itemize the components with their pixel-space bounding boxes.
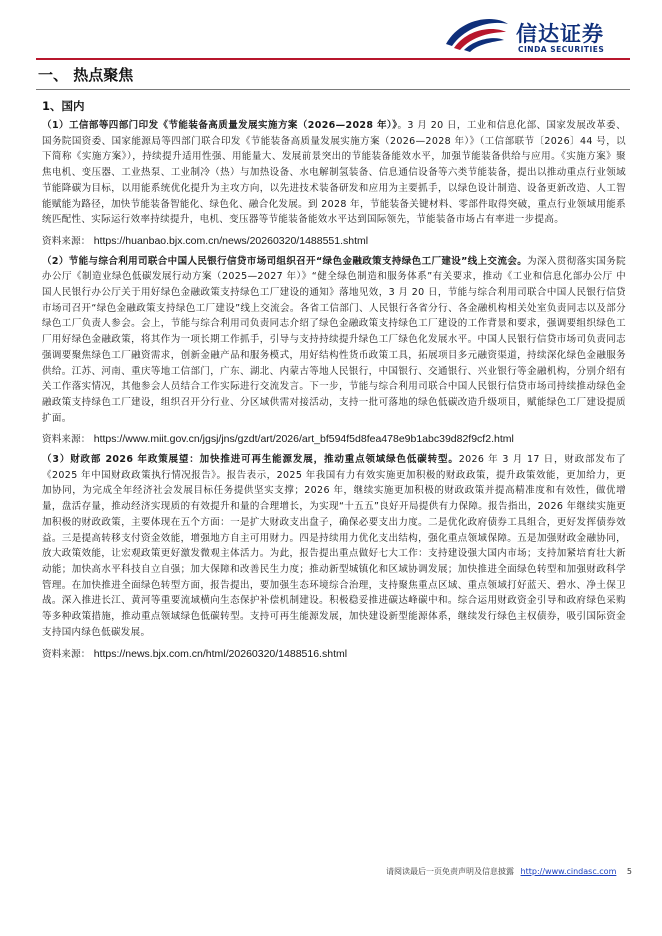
- news-source: [42, 647, 626, 663]
- section-title: 一、 热点聚焦: [38, 66, 134, 84]
- logo-en-text: CINDA SECURITIES: [518, 45, 605, 54]
- news-body: 。3 月 20 日，工业和信息化部、国家发展改革委、国务院国资委、国家能源局等四部门联合印发《节能装备高质量发展实施方案（2026—2028 年）》（工信部联节〔2026〕44 号，以下简称《实施方案》），持续提升适用性强、用能量大、发展前景突出的节能装备能效水平，加强节能装备供给与应用。《实施方案》聚焦电机、变压器、工业热泵、工业制冷（热）与加热设备、水电解制氢装备、信息通信设备等六类节能装备，提出以推动重点行业领域节能降碳为目标，以用能系统优化提升为主攻方向，以先进技术装备研发和应用为主要抓手，以绿色设计制造、设备更新改造、人工智能赋能为路径，加快节能装备智能化、绿色化、融合化发展。到 2028 年，节能装备关键材料、零部件取得突破，重点行业领域用能系统匹配性、实际运行效率持续提升，电机、变压器等节能装备能效水平达到国际领先，节能装备市场占有率进一步提高。: [42, 120, 626, 226]
- news-item-1: [42, 118, 626, 250]
- news-headline: （3）财政部 2026 年政策展望：加快推进可再生能源发展，推动重点领域绿色低碳转型。: [42, 454, 459, 466]
- news-headline: （2）节能与综合利用司联合中国人民银行信贷市场司组织召开“绿色金融政策支持绿色工厂建设”线上交流会。: [42, 255, 528, 267]
- news-item-2: [42, 254, 626, 448]
- news-body: 为深入贯彻落实国务院办公厅《制造业绿色低碳发展行动方案（2025—2027 年）》“健全绿色制造和服务体系”有关要求，推动《工业和信息化部办公厅 中国人民银行办公厅关于用好绿色金融政策支持绿色工厂建设的通知》落地见效，3 月 20 日，节能与综合利用司联合中国人民银行信贷市场司召开“绿色金融政策支持绿色工厂建设”线上交流会。各省工信部门、人民银行各省分行、各金融机构相关处室负责同志以及部分绿色工厂负责人参会。会上，节能与综合利用司负责同志介绍了绿色金融政策支持绿色工厂建设的工作背景和要求，强调要组织绿色工厂用好绿色金融政策，将其作为一项长期工作抓手，引导与支持持续提升绿色工厂绿色化发展水平。中国人民银行信贷市场司负责同志强调要聚焦绿色工厂融资需求，创新金融产品和服务模式，用好结构性货币政策工具，拓展项目多元融资渠道，持续深化绿色金融服务供给。江苏、河南、重庆等地工信部门，广东、湖北、内蒙古等地人民银行，中国银行、交通银行、兴业银行等金融机构，分别介绍有关工作落实情况，其他参会人员结合工作实际进行交流发言。下一步，节能与综合利用司联合中国人民银行信贷市场司持续推动绿色金融政策支持绿色工厂建设，组织召开分行业、分区域供需对接活动，支持一批可落地的绿色低碳改造升级项目，赋能绿色工厂建设提质扩面。: [42, 255, 626, 424]
- news-body: 2026 年 3 月 17 日，财政部发布了《2025 年中国财政政策执行情况报告》。报告表示，2025 年我国有力有效实施更加积极的财政政策，提升政策效能，更加给力，更加协同，为完成全年经济社会发展目标任务提供坚实支撑；2026 年，继续实施更加积极的财政政策并提高精准度和有效性，做优增量，盘活存量，推动经济实现质的有效提升和量的合理增长，为实现“十五五”良好开局提供有力保障。报告指出，2026 年继续实施更加积极的财政政策，主要体现在五个方面：一是扩大财政支出盘子，确保必要支出力度。二是优化政府债券工具组合，更好发挥债券效益。三是提高转移支付资金效能，增强地方自主可用财力。四是持续用力优化支出结构，强化重点领域保障。五是加强财政金融协同，放大政策效能，让宏观政策更好激发微观主体活力。为此，报告提出重点做好七大工作：支持建设强大国内市场；支持加紧培育壮大新动能；加快高水平科技自立自强；加大保障和改善民生力度；推动新型城镇化和区域协调发展；加快推进全面绿色转型和加强财政科学管理。在加快推进全面绿色转型方面，报告提出，要加强生态环境综合治理，支持聚焦重点区域、重点领域打好蓝天、碧水、净土保卫战。深入推进长江、黄河等重要流域横向生态保护补偿机制建设。积极稳妥推进碳达峰碳中和。综合运用财政资金引导和政府绿色采购等多种政策措施，推动重点领域绿色低碳转型。支持可再生能源发展，加快建设新型能源体系，继续发行绿色主权债券，吸引国际资金支持国内绿色低碳发展。: [42, 454, 627, 638]
- news-source: [42, 234, 626, 250]
- header-divider: [36, 58, 630, 60]
- footer-website-link[interactable]: http://www.cindasc.com: [520, 867, 617, 876]
- page-number: 5: [626, 867, 632, 876]
- source-label: 资料来源：: [42, 434, 91, 446]
- news-list: [42, 118, 626, 666]
- source-url[interactable]: https://news.bjx.com.cn/html/20260320/1488516.shtml: [93, 647, 348, 660]
- page-footer: [386, 866, 632, 877]
- news-headline: （1）工信部等四部门印发《节能装备高质量发展实施方案（2026—2028 年）》: [42, 120, 398, 131]
- source-url[interactable]: https://huanbao.bjx.com.cn/news/20260320/1488551.shtml: [93, 234, 369, 247]
- source-url[interactable]: https://www.miit.gov.cn/jgsj/jns/gzdt/art/2026/art_bf594f5d8fea478e9b1abc39d82f9cf2.html: [93, 433, 514, 446]
- brand-logo: [442, 12, 642, 60]
- news-paragraph: [42, 452, 626, 640]
- source-label: 资料来源：: [42, 648, 91, 660]
- logo-swoosh-icon: [442, 14, 512, 54]
- news-paragraph: [42, 254, 626, 427]
- news-source: [42, 432, 626, 448]
- logo-cn-text: 信达证券: [516, 22, 604, 46]
- source-label: 资料来源：: [42, 235, 91, 247]
- section-divider: [36, 89, 630, 90]
- news-paragraph: [42, 118, 626, 228]
- subsection-title: 1、国内: [42, 99, 85, 113]
- news-item-3: [42, 452, 626, 662]
- footer-disclaimer: 请阅读最后一页免责声明及信息披露: [386, 867, 514, 876]
